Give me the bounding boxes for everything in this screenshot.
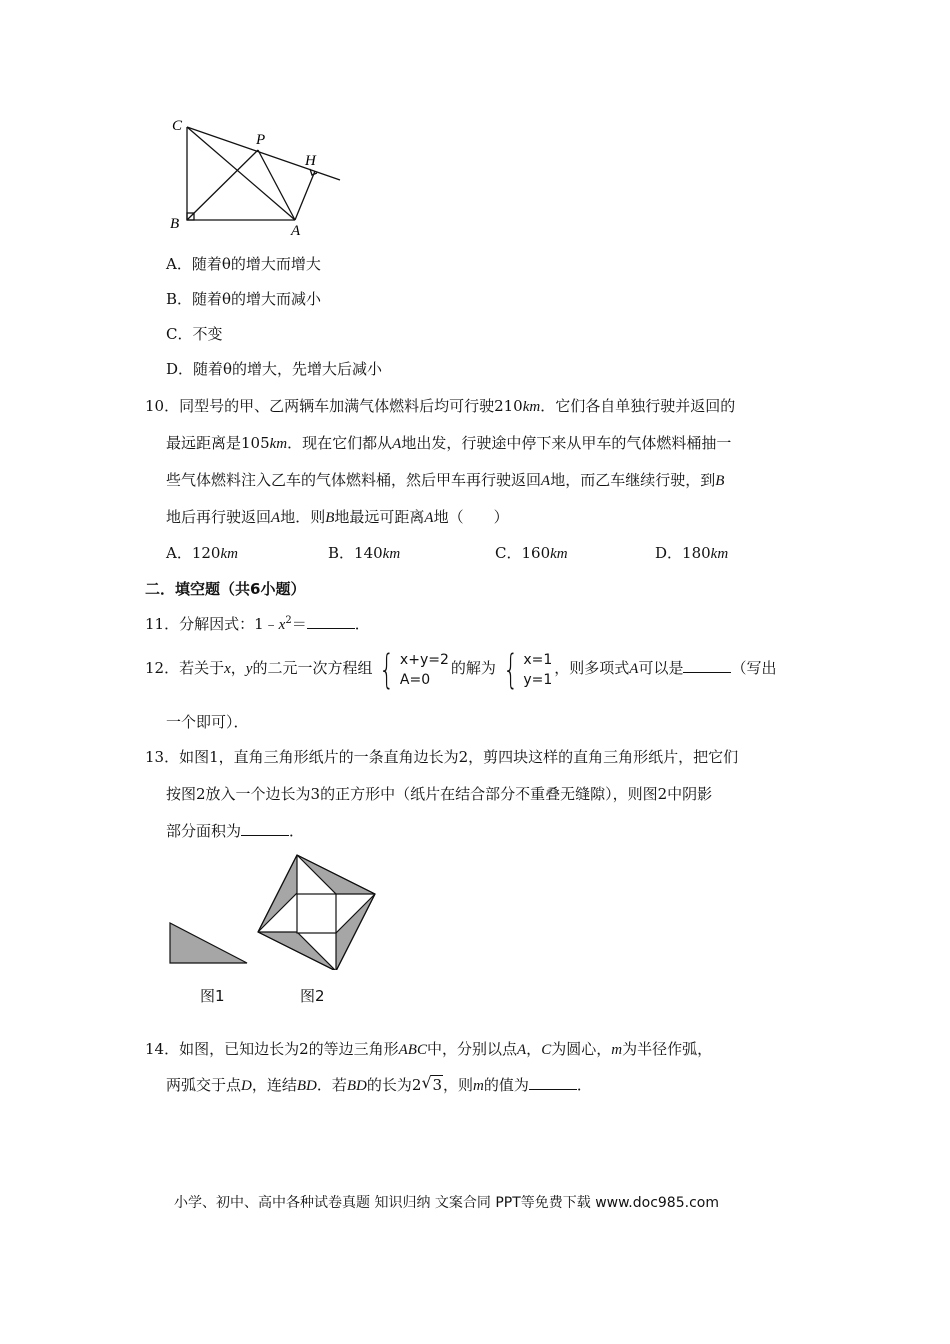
label-B: B [170, 216, 180, 232]
q13-line1: 13．如图1，直角三角形纸片的一条直角边长为2，剪四块这样的直角三角形纸片，把它们 [145, 748, 739, 766]
q9-option-b: B．随着θ的增大而减小 [166, 290, 322, 308]
q9-option-c: C．不变 [166, 325, 223, 343]
label-A: A [291, 223, 301, 239]
q11: 11．分解因式：$1﹣x^2=$ ． [145, 615, 370, 633]
q12-line2: 一个即可）． [166, 713, 249, 731]
label-H: H [305, 153, 316, 169]
figure2-center-square [297, 894, 336, 933]
q10-option-a: A．120km [166, 544, 238, 562]
figure1-label: 图1 [200, 987, 225, 1005]
equation-system-1: { x+y=2 A=0 [379, 647, 449, 693]
q14-answer-blank[interactable] [529, 1075, 577, 1090]
q10-option-d: D．180km [655, 544, 729, 562]
label-P: P [256, 132, 266, 148]
q9-option-a: A．随着θ的增大而增大 [166, 255, 321, 273]
q10-line1: 10．同型号的甲、乙两辆车加满气体燃料后均可行驶210km．它们各自单独行驶并返回的 [145, 397, 736, 415]
q13-figures [160, 850, 390, 970]
sqrt-symbol: √ 3 [421, 1073, 442, 1094]
page-footer: 小学、初中、高中各种试卷真题 知识归纳 文案合同 PPT等免费下载 www.doc985.com [174, 1195, 719, 1211]
q12-answer-blank[interactable] [683, 658, 731, 673]
equation-system-2: { x=1 y=1 [502, 647, 553, 693]
figure1-triangle [170, 923, 247, 963]
geometry-figure-q9 [160, 110, 350, 240]
q12-line1: 12．若关于x，y的二元一次方程组 { x+y=2 A=0 的解为 { x=1 y=1 ，则多项式A可以是 （写出 [145, 647, 777, 693]
q13-answer-blank[interactable] [241, 821, 289, 836]
q9-option-d: D．随着θ的增大，先增大后减小 [166, 360, 383, 378]
q10-line4: 地后再行驶返回A地．则B地最远可距离A地（ ） [166, 508, 509, 526]
q10-option-c: C．160km [495, 544, 568, 562]
q10-line2: 最远距离是105km．现在它们都从A地出发，行驶途中停下来从甲车的气体燃料桶抽一 [166, 434, 732, 452]
q10-line3: 些气体燃料注入乙车的气体燃料桶，然后甲车再行驶返回A地，而乙车继续行驶，到B [166, 471, 725, 489]
label-C: C [172, 118, 183, 134]
q13-line3: 部分面积为 ． [166, 822, 305, 840]
q14-line2: 两弧交于点D，连结BD．若BD的长为2 √ 3，则m的值为 ． [166, 1073, 592, 1094]
section-heading-fill-in: 二．填空题（共6小题） [145, 580, 306, 598]
figure2-label: 图2 [300, 987, 325, 1005]
q13-line2: 按图2放入一个边长为3的正方形中（纸片在结合部分不重叠无缝隙），则图2中阴影 [166, 785, 713, 803]
q14-line1: 14．如图，已知边长为2的等边三角形ABC中，分别以点A，C为圆心，m为半径作弧， [145, 1040, 713, 1058]
q11-answer-blank[interactable] [307, 614, 355, 629]
q10-option-b: B．140km [328, 544, 401, 562]
